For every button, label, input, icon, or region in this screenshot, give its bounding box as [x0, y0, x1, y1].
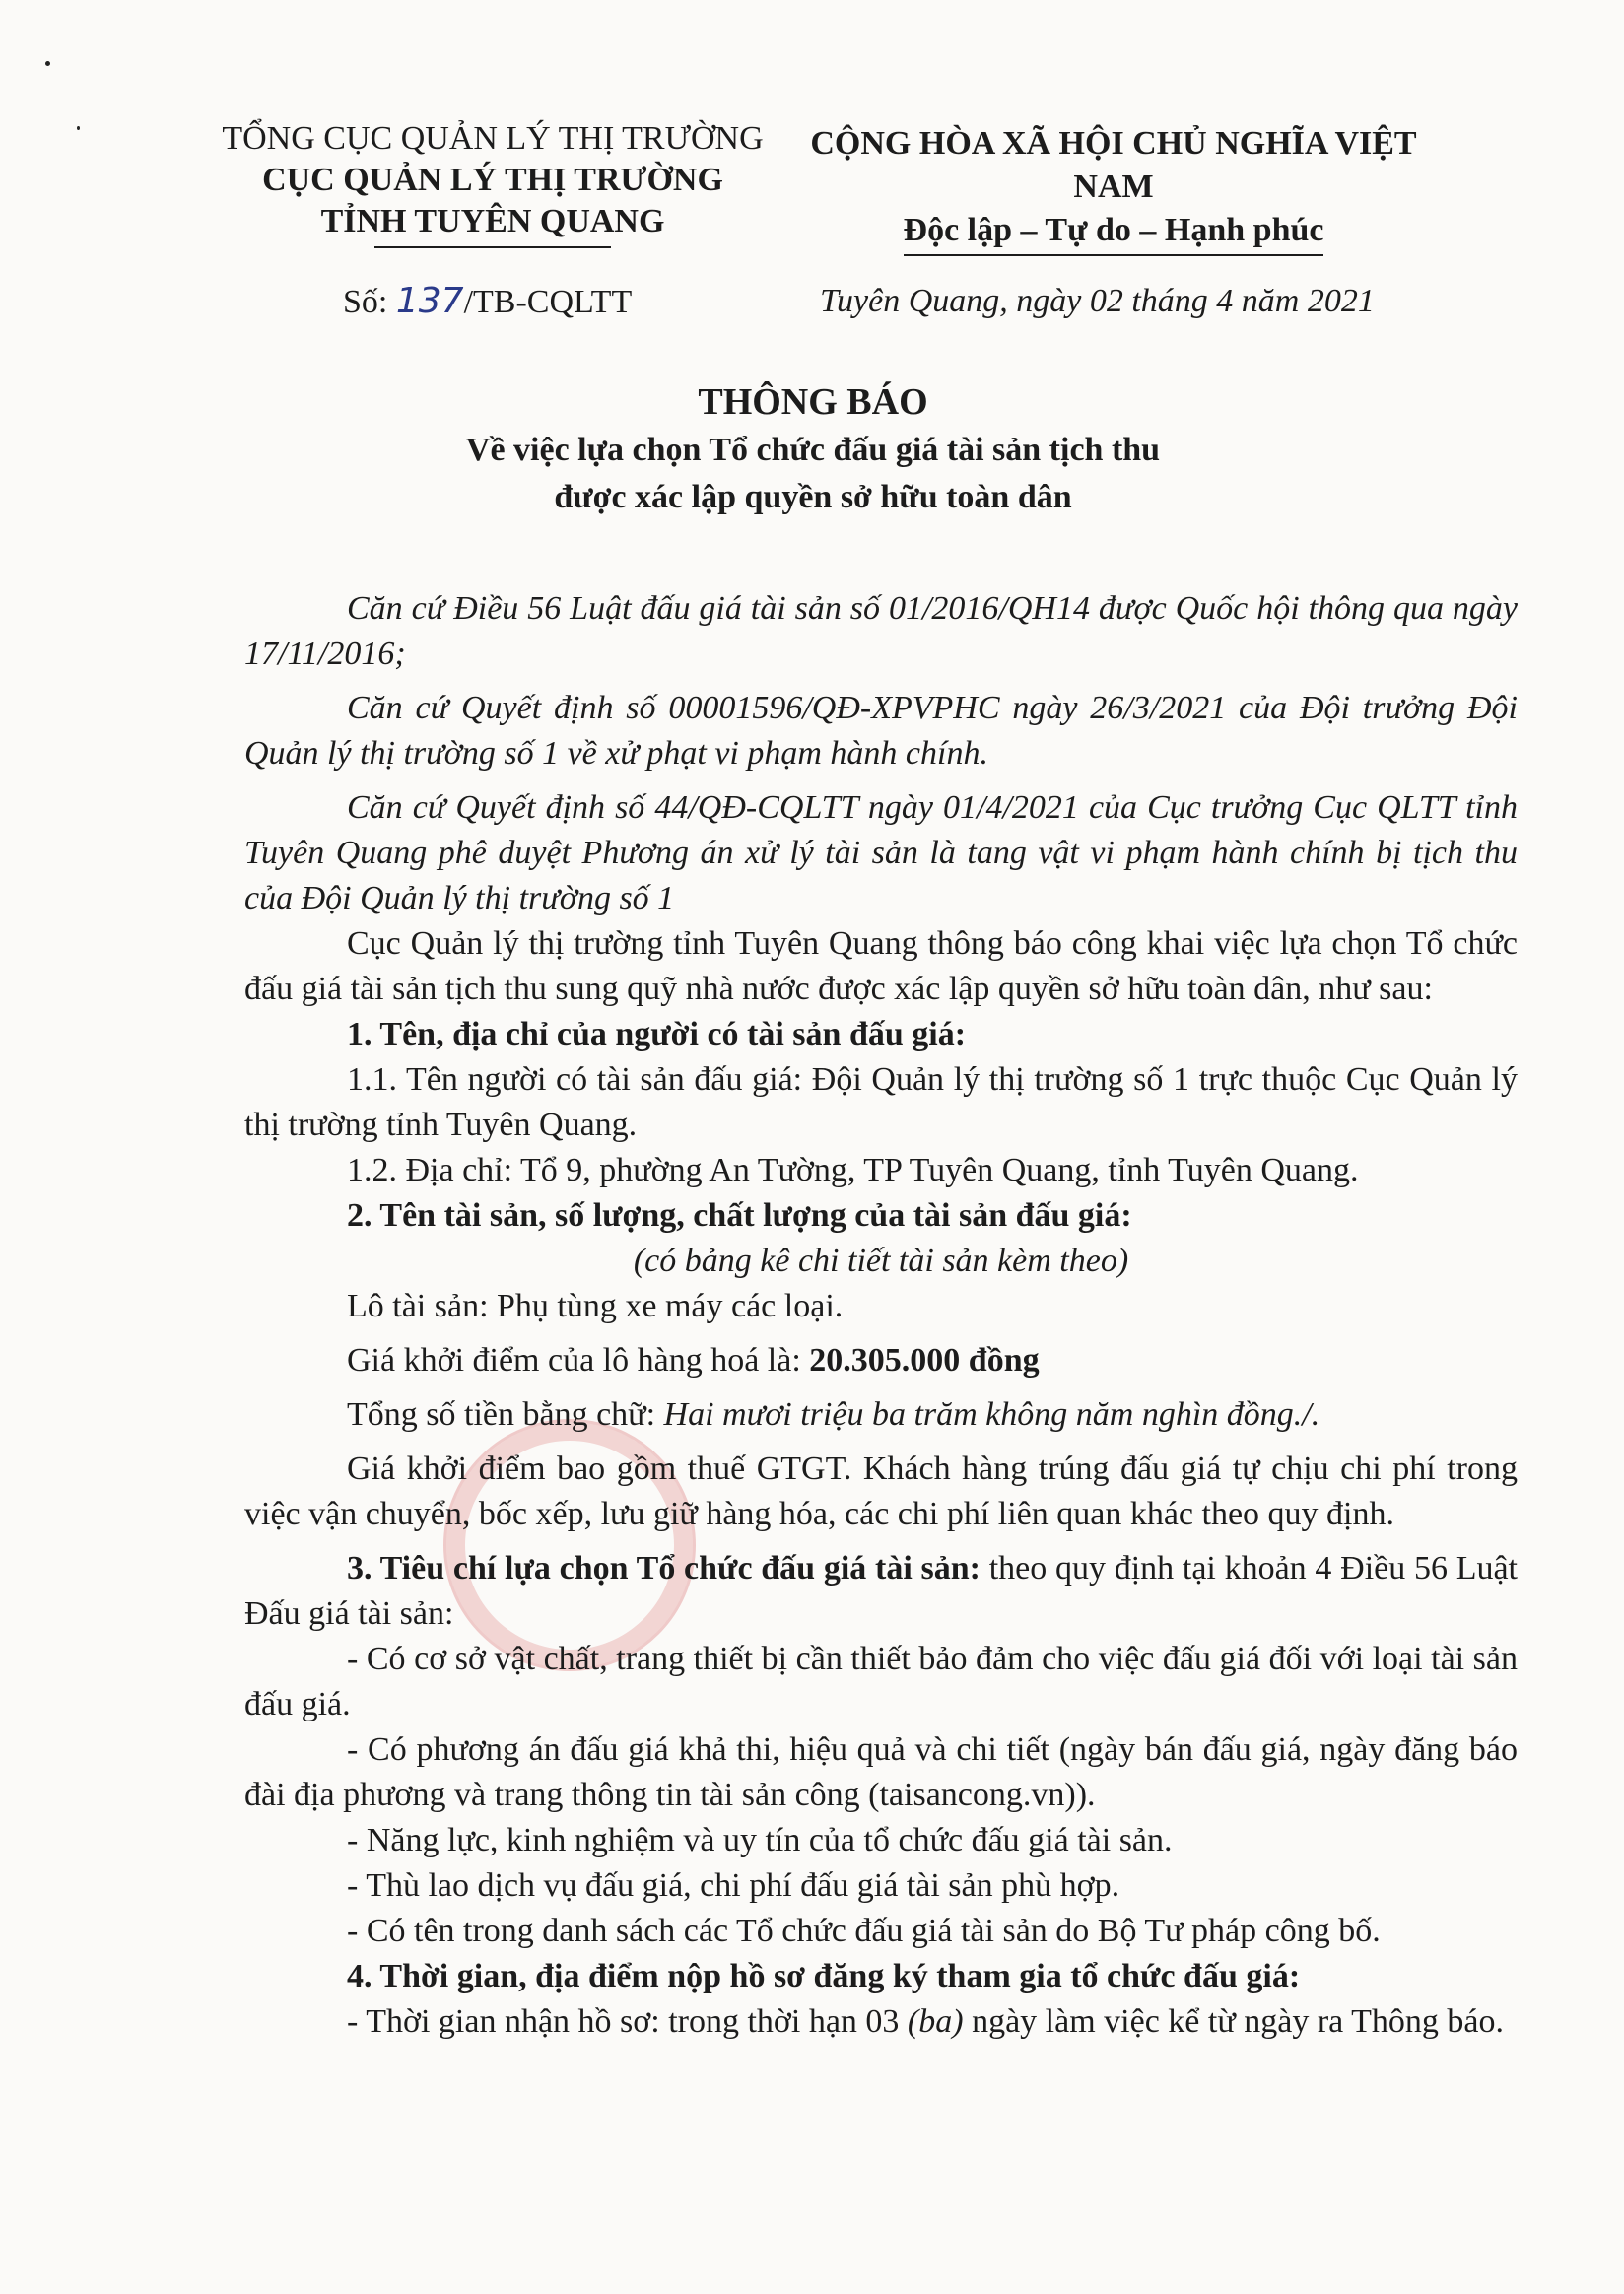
starting-price	[244, 1338, 1518, 1383]
section2-heading: 2. Tên tài sản, số lượng, chất lượng của tài sản đấu giá:	[347, 1197, 1132, 1234]
national-header	[769, 122, 1458, 256]
amount-in-words-value: Hai mươi triệu ba trăm không năm nghìn đồng./.	[663, 1396, 1320, 1433]
section3-heading-bold: 3. Tiêu chí lựa chọn Tổ chức đấu giá tài sản:	[347, 1550, 981, 1586]
document-title	[227, 377, 1399, 521]
amount-in-words	[244, 1392, 1518, 1438]
section3-heading-rest: theo quy định tại khoản 4 Điều 56 Luật Đấu giá tài sản:	[244, 1550, 1518, 1632]
intro-paragraph: Cục Quản lý thị trường tỉnh Tuyên Quang thông báo công khai việc lựa chọn Tổ chức đấu giá tài sản tịch thu sung quỹ nhà nước được xác lập quyền sở hữu toàn dân, như sau:	[244, 925, 1518, 1007]
handwritten-number: 137	[395, 281, 464, 321]
title-subject-line1: Về việc lựa chọn Tổ chức đấu giá tài sản tịch thu	[465, 432, 1161, 468]
agency-parent: TỔNG CỤC QUẢN LÝ THỊ TRƯỜNG	[222, 120, 764, 157]
country-name: CỘNG HÒA XÃ HỘI CHỦ NGHĨA VIỆT NAM	[810, 125, 1417, 205]
legal-basis-3: Căn cứ Quyết định số 44/QĐ-CQLTT ngày 01/4/2021 của Cục trưởng Cục QLTT tỉnh Tuyên Quang phê duyệt Phương án xử lý tài sản là tang vật vi phạm hành chính bị tịch thu của Đội Quản lý thị trường số 1	[244, 789, 1518, 916]
number-suffix: /TB-CQLTT	[463, 284, 633, 320]
criteria-item: - Có tên trong danh sách các Tổ chức đấu giá tài sản do Bộ Tư pháp công bố.	[347, 1913, 1381, 1949]
agency-underline	[374, 246, 611, 248]
document-number	[343, 281, 632, 323]
starting-price-label: Giá khởi điểm của lô hàng hoá là:	[347, 1342, 810, 1379]
criteria-item: - Năng lực, kinh nghiệm và uy tín của tổ chức đấu giá tài sản.	[347, 1822, 1173, 1858]
scan-speck	[77, 126, 80, 130]
national-motto: Độc lập – Tự do – Hạnh phúc	[904, 209, 1324, 256]
vat-note: Giá khởi điểm bao gồm thuế GTGT. Khách hàng trúng đấu giá tự chịu chi phí trong việc vận chuyển, bốc xếp, lưu giữ hàng hóa, các chi phí liên quan khác theo quy định.	[244, 1451, 1518, 1532]
title-subject-line2: được xác lập quyền sở hữu toàn dân	[554, 479, 1072, 515]
title-main: THÔNG BÁO	[698, 381, 928, 423]
section2-note: (có bảng kê chi tiết tài sản kèm theo)	[633, 1243, 1129, 1279]
section3-heading	[244, 1546, 1518, 1637]
submission-time-prefix: - Thời gian nhận hồ sơ: trong thời hạn 03	[347, 2003, 908, 2040]
agency-name-line2: TỈNH TUYÊN QUANG	[320, 203, 665, 239]
section1-item1: 1.1. Tên người có tài sản đấu giá: Đội Quản lý thị trường số 1 trực thuộc Cục Quản lý thị trường tỉnh Tuyên Quang.	[244, 1061, 1518, 1143]
criteria-item: - Thù lao dịch vụ đấu giá, chi phí đấu giá tài sản phù hợp.	[347, 1867, 1120, 1904]
submission-time-suffix: ngày làm việc kể từ ngày ra Thông báo.	[963, 2003, 1504, 2040]
starting-price-value: 20.305.000 đồng	[809, 1342, 1040, 1379]
submission-time-italic: (ba)	[907, 2003, 964, 2040]
section1-item2: 1.2. Địa chỉ: Tổ 9, phường An Tường, TP Tuyên Quang, tỉnh Tuyên Quang.	[347, 1152, 1359, 1188]
issuing-agency	[197, 118, 788, 248]
document-date: Tuyên Quang, ngày 02 tháng 4 năm 2021	[820, 283, 1375, 319]
section4-heading: 4. Thời gian, địa điểm nộp hồ sơ đăng ký tham gia tổ chức đấu giá:	[347, 1958, 1301, 1994]
submission-time	[244, 1999, 1518, 2045]
section1-heading: 1. Tên, địa chỉ của người có tài sản đấu giá:	[347, 1016, 967, 1052]
document-body	[244, 586, 1518, 2045]
criteria-item: - Có phương án đấu giá khả thi, hiệu quả và chi tiết (ngày bán đấu giá, ngày đăng báo đài địa phương và trang thông tin tài sản công (taisancong.vn)).	[244, 1731, 1518, 1813]
legal-basis-2: Căn cứ Quyết định số 00001596/QĐ-XPVPHC ngày 26/3/2021 của Đội trưởng Đội Quản lý thị trường số 1 về xử phạt vi phạm hành chính.	[244, 690, 1518, 772]
scan-speck	[45, 61, 50, 66]
legal-basis-1: Căn cứ Điều 56 Luật đấu giá tài sản số 01/2016/QH14 được Quốc hội thông qua ngày 17/11/2016;	[244, 590, 1518, 672]
agency-name-line1: CỤC QUẢN LÝ THỊ TRƯỜNG	[262, 162, 723, 198]
criteria-item: - Có cơ sở vật chất, trang thiết bị cần thiết bảo đảm cho việc đấu giá đối với loại tài sản đấu giá.	[244, 1641, 1518, 1722]
number-prefix: Số:	[343, 284, 396, 320]
amount-in-words-label: Tổng số tiền bằng chữ:	[347, 1396, 664, 1433]
section2-lot: Lô tài sản: Phụ tùng xe máy các loại.	[347, 1288, 844, 1324]
